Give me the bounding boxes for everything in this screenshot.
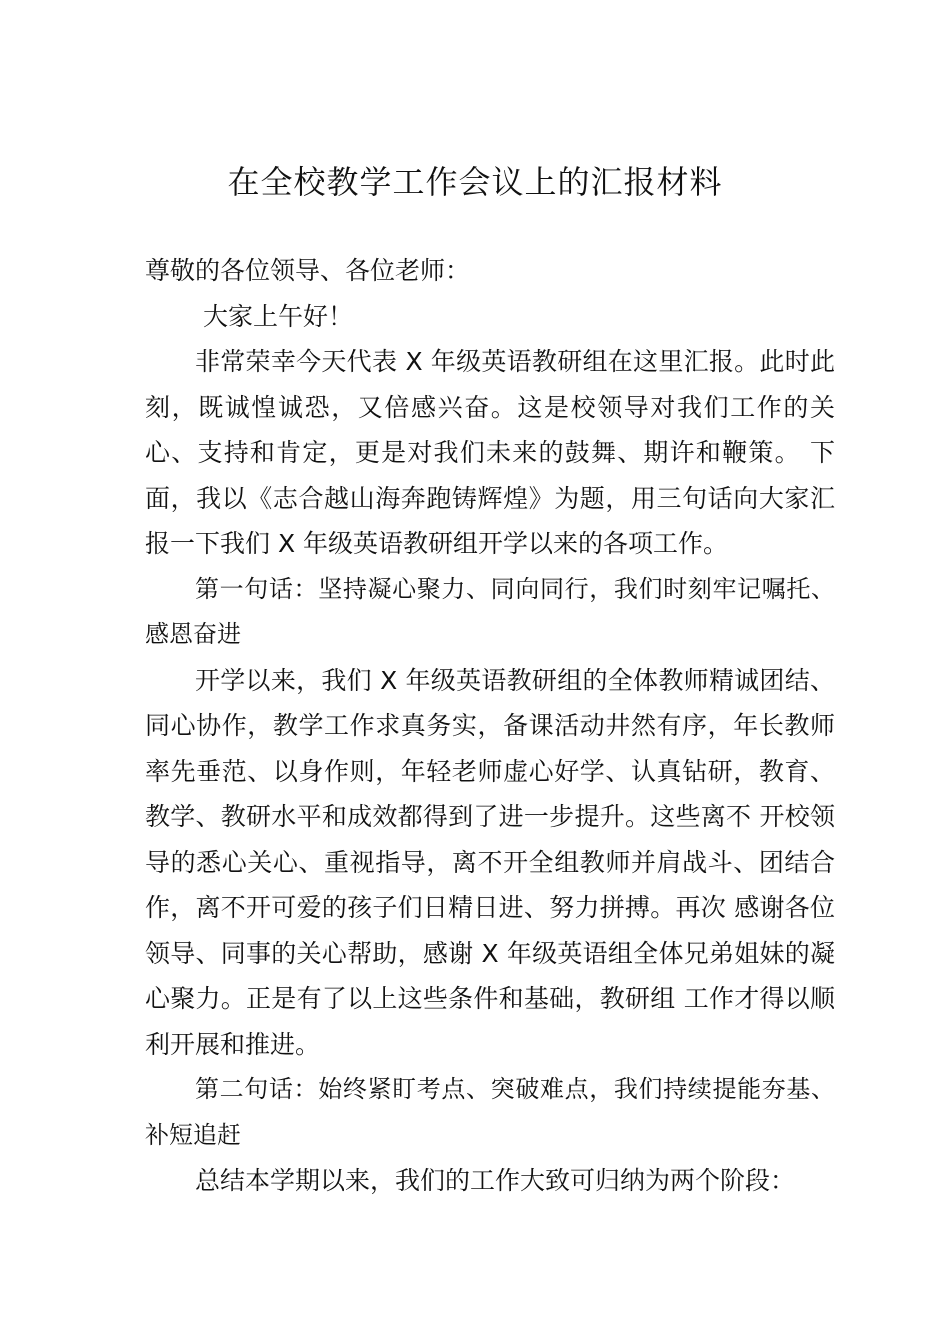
greeting: 大家上午好！	[203, 301, 354, 331]
paragraph-second-section: 总结本学期以来，我们的工作大致可归纳为两个阶段：	[195, 1166, 796, 1195]
document-title: 在全校教学工作会议上的汇报材料	[227, 163, 723, 201]
paragraph-first-section: 开学以来，我们 X 年级英语教研组的全体教师精诚团结、同心协作，教学工作求真务实，备课活动井然有序，年长教师率先垂范、以身作则，年轻老师虚心好学、认真钻研，教育、教学、教研水平和成效都得到了进一步提升。这些离不 开校领导的悉心关心、重视指导，离不开全组教师并肩战斗、团结合作，离不开可爱的孩子们日精日进、努力拼搏。再次 感谢各位领导、同事的关心帮助，感谢 X 年级英语组全体兄弟姐妹的凝心聚力。正是有了以上这些条件和基础，教研组 工作才得以顺利开展和推进。	[145, 665, 835, 1059]
subheading-first-sentence: 第一句话：坚持凝心聚力、同向同行，我们时刻牢记嘱托、感恩奋进	[145, 574, 835, 648]
subheading-second-sentence: 第二句话：始终紧盯考点、突破难点，我们持续提能夯基、补短追赶	[145, 1075, 835, 1149]
document-body	[145, 248, 835, 1204]
paragraph-intro: 非常荣幸今天代表 X 年级英语教研组在这里汇报。此时此刻，既诚惶诚恐，又倍感兴奋。这是校领导对我们工作的关心、支持和肯定，更是对我们未来的鼓舞、期许和鞭策。 下面，我以《志合越山海奔跑铸辉煌》为题，用三句话向大家汇报一下我们 X 年级英语教研组开学以来的各项工作。	[145, 347, 835, 558]
salutation: 尊敬的各位领导、各位老师：	[145, 256, 471, 285]
